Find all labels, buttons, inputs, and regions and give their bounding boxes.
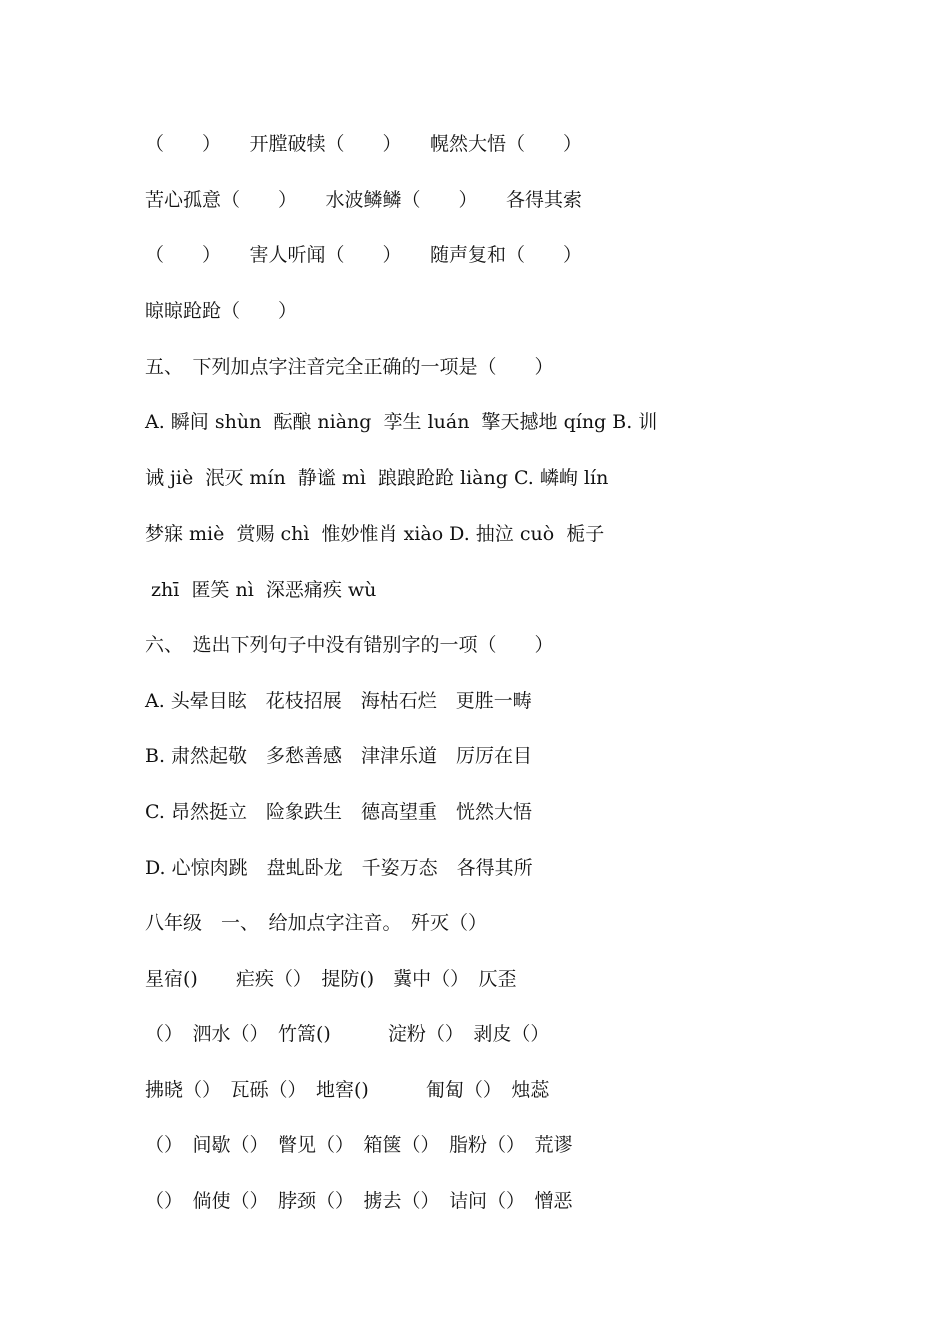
- text-line-1: （ ） 开膛破犊（ ） 幌然大悟（ ）: [145, 133, 583, 155]
- option-a: A. 头晕目眩 花枝招展 海枯石烂 更胜一畴: [145, 690, 532, 712]
- text-line-9: zhī 匿笑 nì 深恶痛疾 wù: [145, 579, 377, 601]
- question-6-heading: 六、 选出下列句子中没有错别字的一项（ ）: [145, 634, 554, 656]
- text-line-19: （） 间歇（） 瞥见（） 箱箧（） 脂粉（） 荒谬: [145, 1134, 573, 1156]
- question-5-heading: 五、 下列加点字注音完全正确的一项是（ ）: [145, 356, 554, 378]
- text-line-16: 星宿() 疟疾（） 提防() 冀中（） 仄歪: [145, 968, 517, 990]
- option-c: C. 昂然挺立 险象跌生 德高望重 恍然大悟: [145, 801, 532, 823]
- text-line-20: （） 倘使（） 脖颈（） 掳去（） 诘问（） 憎恶: [145, 1190, 573, 1212]
- text-line-3: （ ） 害人听闻（ ） 随声复和（ ）: [145, 244, 583, 266]
- text-line-8: 梦寐 miè 赏赐 chì 惟妙惟肖 xiào D. 抽泣 cuò 栀子: [145, 523, 605, 545]
- text-line-18: 拂晓（） 瓦砾（） 地窖() 匍匐（） 烛蕊: [145, 1079, 550, 1101]
- text-line-7: 诫 jiè 泯灭 mín 静谧 mì 踉踉跄跄 liàng C. 嶙峋 lín: [145, 467, 609, 489]
- grade-8-heading: 八年级 一、 给加点字注音。 歼灭（）: [145, 912, 488, 934]
- text-line-17: （） 泗水（） 竹篙() 淀粉（） 剥皮（）: [145, 1023, 550, 1045]
- option-d: D. 心惊肉跳 盘虬卧龙 千姿万态 各得其所: [145, 857, 533, 879]
- text-line-2: 苦心孤意（ ） 水波鳞鳞（ ） 各得其索: [145, 189, 583, 211]
- text-line-4: 晾晾跄跄（ ）: [145, 300, 298, 322]
- option-b: B. 肃然起敬 多愁善感 津津乐道 厉厉在目: [145, 745, 533, 767]
- text-line-6: A. 瞬间 shùn 酝酿 niàng 孪生 luán 擎天撼地 qíng B. 训: [145, 411, 658, 433]
